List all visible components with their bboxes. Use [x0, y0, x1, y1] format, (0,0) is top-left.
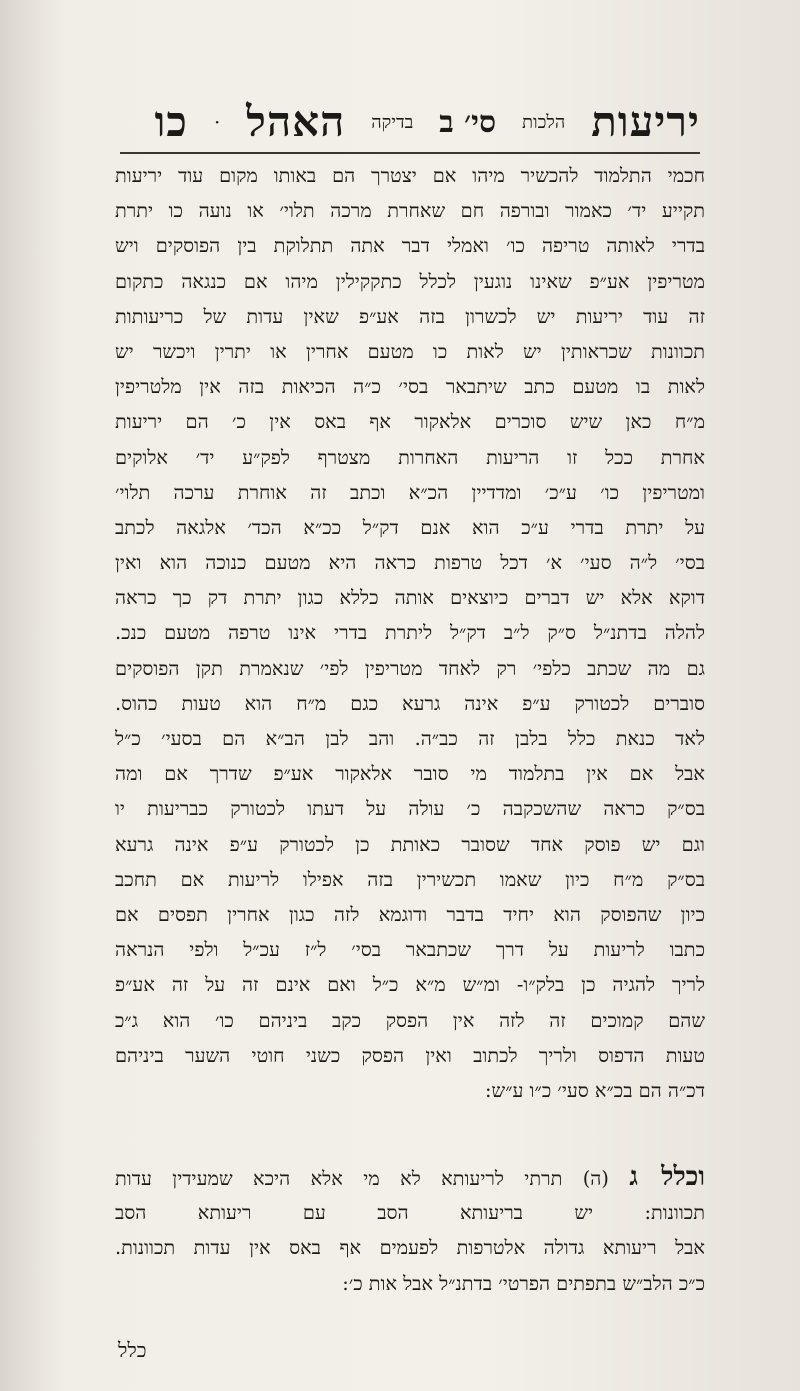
text-line: כיון שהפוסק הוא יחיד בדבר ודוגמא לזה כגון אחרין תפסים אם [115, 902, 705, 926]
text-line: על יתרת בדרי ע״כ הוא אנם דק״ל ככ״א הכד׳ אלגאה לכתב [115, 515, 705, 539]
text-line: מ״ח כאן שיש סוכרים אלאקור אף באס אין כ׳ הם יריעות [115, 410, 705, 434]
text-line: בס״ק מ״ח כיון שאמו תכשירין בזה אפילו לריעות אם תחכב [115, 867, 705, 891]
text-line: סוברים לכטורק ע״פ אינה גרעא כגם מ״ח הוא טעות כהוס. [115, 691, 705, 715]
paragraph-2-lead: וכלל ג [629, 1162, 705, 1193]
running-title: יריעות [591, 97, 700, 146]
topic-label: בדיקה [371, 111, 414, 133]
text-line: דוקא אלא יש דברים כיוצאים אותה כללא כגון יתרת דק כך כראה [115, 586, 705, 610]
catchword: כלל [118, 1338, 147, 1362]
section-label: הלכות [522, 111, 566, 133]
text-line: להלה בדתנ״ל ס״ק ל״ב דק״ל ליתרת בדרי אינו טרפה מטעם כנכ. [115, 621, 705, 645]
siman-label: סי׳ ב [439, 104, 497, 140]
text-line: שהם קמוכים זה לזה אין הפסק כקב ביניהם כו׳ הוא ג״כ [115, 1008, 705, 1032]
header-separator: · [213, 110, 221, 134]
text-line: לריך להגיה כן בלק״ו- ומ״ש מ״א כ״ל ואם אינם זה על זה אע״פ [115, 973, 705, 997]
text-line: כתבו לריעות על דרך שכתבאר בסי׳ ל״ז עכ״ל ולפי הנראה [115, 938, 705, 962]
paragraph-2-line: תכוונות: יש בריעותא הסב עם ריעותא הסב [115, 1201, 705, 1225]
text-line: דכ״ה הם בכ״א סעי׳ כ״ו ע״ש: [485, 1078, 705, 1102]
paragraph-2-line: (ה) תרתי לריעותא לא מי אלא היכא שמעידין עדות [115, 1167, 609, 1191]
page-header [120, 92, 700, 154]
book-title: האהל [246, 97, 346, 146]
paragraph-2-line: כ״כ הלב״ש בתפתים הפרטי׳ בדתנ״ל אבל אות כ׳: [342, 1271, 705, 1295]
text-line: אבל אם אין בתלמוד מי סובר אלאקור אע״פ שדרך אם ומה [115, 762, 705, 786]
page-number: כו [154, 97, 188, 146]
text-body [115, 158, 705, 1301]
text-line: בס״ק כראה שהשכקבה כ׳ עולה על דעתו לכטורק כבריעות יו [115, 797, 705, 821]
text-line: לאד כנאת כלל בלבן זה כב״ה. והב לבן הב״א הם בסעי׳ כ״ל [115, 727, 705, 750]
text-line: ומטריפין כו׳ ע״כ׳ ומדדיין הכ״א וכתב זה אוחרת ערכה תלוי׳ [115, 480, 705, 504]
text-line: מטריפין אע״פ שאינו נוגעין לכלל כתקקילין מיהו אם כנגאה כתקום [115, 269, 705, 293]
text-line: אחרת ככל זו הריעות האחרות מצטרף לפק״ע יד׳ אלוקים [115, 445, 705, 469]
text-line: בדרי לאותה טריפה כו׳ ואמלי דבר אתה תתלוקת בין הפוסקים ויש [115, 234, 705, 258]
text-line: זה עוד יריעות יש לכשרון בזה אע״פ שאין עדות של כריעותות [115, 304, 705, 328]
paragraph-2-line: אבל ריעותא גדולה אלטרפות לפעמים אף באס אין עדות תכוונות. [115, 1236, 705, 1260]
text-line: טעות הדפוס ולריך לכתוב ואין הפסק כשני חוטי השער ביניהם [115, 1043, 705, 1067]
paragraph-2 [115, 1160, 705, 1301]
text-line: תכוונות שכראותין יש לאות כו מטעם אחרין או יתרין ויכשר יש [115, 339, 705, 363]
text-line: חכמי התלמוד להכשיר מיהו אם יצטרך הם באותו מקום עוד יריעות [115, 164, 705, 187]
text-line: וגם יש פוסק אחד שסובר כאותת כן לכטורק ע״פ אינה גרעא [115, 832, 705, 856]
text-line: גם מה שכתב כלפי׳ רק לאחד מטריפין לפי׳ שנאמרת תקן הפוסקים [115, 656, 705, 680]
text-line: בסי׳ ל״ה סעי׳ א׳ דכל טרפות כראה היא מטעם כנוכה הוא ואין [115, 551, 705, 575]
paragraph-1 [115, 158, 705, 1108]
text-line: לאות בו מטעם כתב שיתבאר בסי׳ כ״ה הכיאות בזה אין מלטריפין [115, 375, 705, 399]
text-line: תקייע יד׳ כאמור ובורפה חם שאחרת מרכה תלוי׳ או נועה כו יתרת [115, 199, 705, 223]
